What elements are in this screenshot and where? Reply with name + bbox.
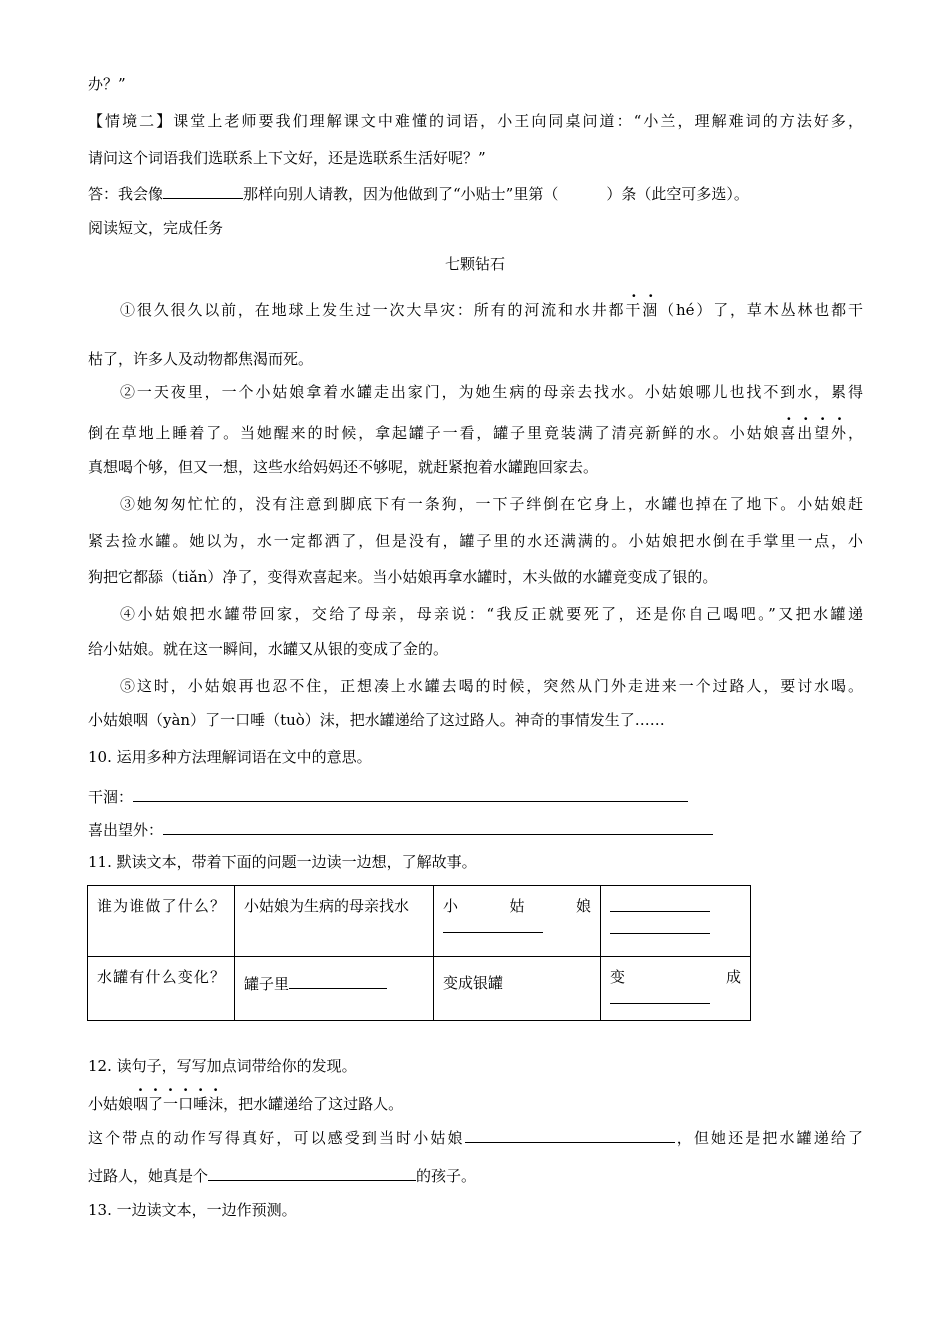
q10-line xyxy=(88,819,713,840)
text: 小姑娘 xyxy=(88,1095,134,1113)
answer-blank[interactable] xyxy=(163,183,243,199)
cell-text: 变 成 xyxy=(610,968,741,986)
q12-line xyxy=(88,1165,476,1186)
dotted-char: 沫 xyxy=(208,1095,224,1113)
q12-blank-2[interactable] xyxy=(208,1165,416,1181)
text: ，把水罐递给了这过路人。 xyxy=(223,1095,404,1113)
text: 的孩子。 xyxy=(416,1167,477,1185)
table-cell: 水罐有什么变化？ xyxy=(88,957,235,1021)
emphasis-word xyxy=(133,1095,223,1113)
table-cell: 小姑娘为生病的母亲找水 xyxy=(235,886,434,957)
story-line: ②一天夜里，一个小姑娘拿着水罐走出家门，为她生病的母亲去找水。小姑娘哪儿也找不到水，累得 xyxy=(120,383,863,401)
question-13: 13. 一边读文本，一边作预测。 xyxy=(88,1201,297,1219)
table-blank[interactable] xyxy=(610,918,710,934)
dotted-char: 喜 xyxy=(780,424,798,442)
text: ， xyxy=(847,424,863,442)
dotted-char: 唾 xyxy=(193,1095,209,1113)
text: （hé）了，草木丛林也都干 xyxy=(659,301,863,319)
q10-blank-1[interactable] xyxy=(133,786,688,802)
table-cell: 变成银罐 xyxy=(434,957,601,1021)
story-line xyxy=(88,423,863,443)
intro-line: 请问这个词语我们选联系上下文好，还是选联系生活好呢？” xyxy=(88,149,486,167)
dotted-char: 望 xyxy=(814,424,832,442)
q12-blank-1[interactable] xyxy=(465,1127,675,1143)
table-cell xyxy=(434,886,601,957)
table-cell xyxy=(601,957,751,1021)
table-cell: 谁为谁做了什么？ xyxy=(88,886,235,957)
cell-text: 罐子里 xyxy=(244,975,290,993)
intro-line: 【情境二】课堂上老师要我们理解课文中难懂的词语，小王向同桌问道：“小兰，理解难词的方法好多， xyxy=(88,112,863,130)
story-line: ⑤这时，小姑娘再也忍不住，正想凑上水罐去喝的时候，突然从门外走进来一个过路人，要讨水喝。 xyxy=(120,677,863,695)
dotted-char: 一 xyxy=(163,1095,179,1113)
label: 喜出望外： xyxy=(88,821,164,839)
table-cell xyxy=(235,957,434,1021)
dotted-char: 外 xyxy=(831,424,848,442)
dotted-char: 干 xyxy=(625,301,643,319)
text: ，但她还是把水罐递给了 xyxy=(674,1129,863,1147)
table-cell xyxy=(601,886,751,957)
story-line: 狗把它都舔（tiǎn）净了，变得欢喜起来。当小姑娘再拿水罐时，木头做的水罐竟变成了银的。 xyxy=(88,568,718,586)
story-line: 真想喝个够，但又一想，这些水给妈妈还不够呢，就赶紧抱着水罐跑回家去。 xyxy=(88,458,599,476)
table-blank[interactable] xyxy=(443,917,543,933)
story-line: 小姑娘咽（yàn）了一口唾（tuò）沫，把水罐递给了这过路人。神奇的事情发生了…… xyxy=(88,711,665,729)
table-blank[interactable] xyxy=(289,973,387,989)
question-10: 10. 运用多种方法理解词语在文中的意思。 xyxy=(88,748,372,766)
label: 干涸： xyxy=(88,788,134,806)
story-line xyxy=(120,300,863,320)
story-line: ④小姑娘把水罐带回家，交给了母亲，母亲说：“我反正就要死了，还是你自己喝吧。”又把水罐递 xyxy=(120,605,863,623)
table-blank[interactable] xyxy=(610,896,710,912)
text: ①很久很久以前，在地球上发生过一次大旱灾：所有的河流和水井都 xyxy=(120,301,626,319)
story-title: 七颗钻石 xyxy=(444,255,505,273)
text: 答：我会像 xyxy=(88,185,164,203)
story-line: ③她匆匆忙忙的，没有注意到脚底下有一条狗，一下子绊倒在它身上，水罐也掉在了地下。小姑娘赶 xyxy=(120,495,863,513)
text: 这个带点的动作写得真好，可以感受到当时小姑娘 xyxy=(88,1129,465,1147)
text: 那样向别人请教，因为他做到了“小贴士”里第（ xyxy=(243,185,559,203)
dotted-char: 咽 xyxy=(133,1095,149,1113)
answer-line xyxy=(88,183,749,204)
emphasis-word xyxy=(780,424,848,442)
q12-line xyxy=(88,1127,863,1148)
story-line: 给小姑娘。就在这一瞬间，水罐又从银的变成了金的。 xyxy=(88,640,449,658)
emphasis-word xyxy=(625,301,659,319)
instruction: 阅读短文，完成任务 xyxy=(88,219,224,237)
q10-line xyxy=(88,786,688,807)
dotted-char: 了 xyxy=(148,1095,164,1113)
table-blank[interactable] xyxy=(610,988,710,1004)
dotted-char: 口 xyxy=(178,1095,194,1113)
text: ）条（此空可多选）。 xyxy=(606,185,749,203)
question-11: 11. 默读文本，带着下面的问题一边读一边想，了解故事。 xyxy=(88,853,477,871)
intro-line: 办？” xyxy=(88,75,126,93)
story-line: 枯了，许多人及动物都焦渴而死。 xyxy=(88,350,314,368)
q12-sentence xyxy=(88,1094,403,1114)
cell-text: 小 姑 娘 xyxy=(443,897,591,915)
text: 过路人，她真是个 xyxy=(88,1167,209,1185)
text: 倒在草地上睡着了。当她醒来的时候，拿起罐子一看，罐子里竟装满了清亮新鲜的水。小姑娘 xyxy=(88,424,781,442)
q10-blank-2[interactable] xyxy=(163,819,713,835)
dotted-char: 出 xyxy=(797,424,815,442)
story-line: 紧去捡水罐。她以为，水一定都洒了，但是没有，罐子里的水还满满的。小姑娘把水倒在手掌里一点，小 xyxy=(88,532,863,550)
question-12: 12. 读句子，写写加点词带给你的发现。 xyxy=(88,1057,357,1075)
dotted-char: 涸 xyxy=(642,301,660,319)
story-table xyxy=(87,885,751,1021)
